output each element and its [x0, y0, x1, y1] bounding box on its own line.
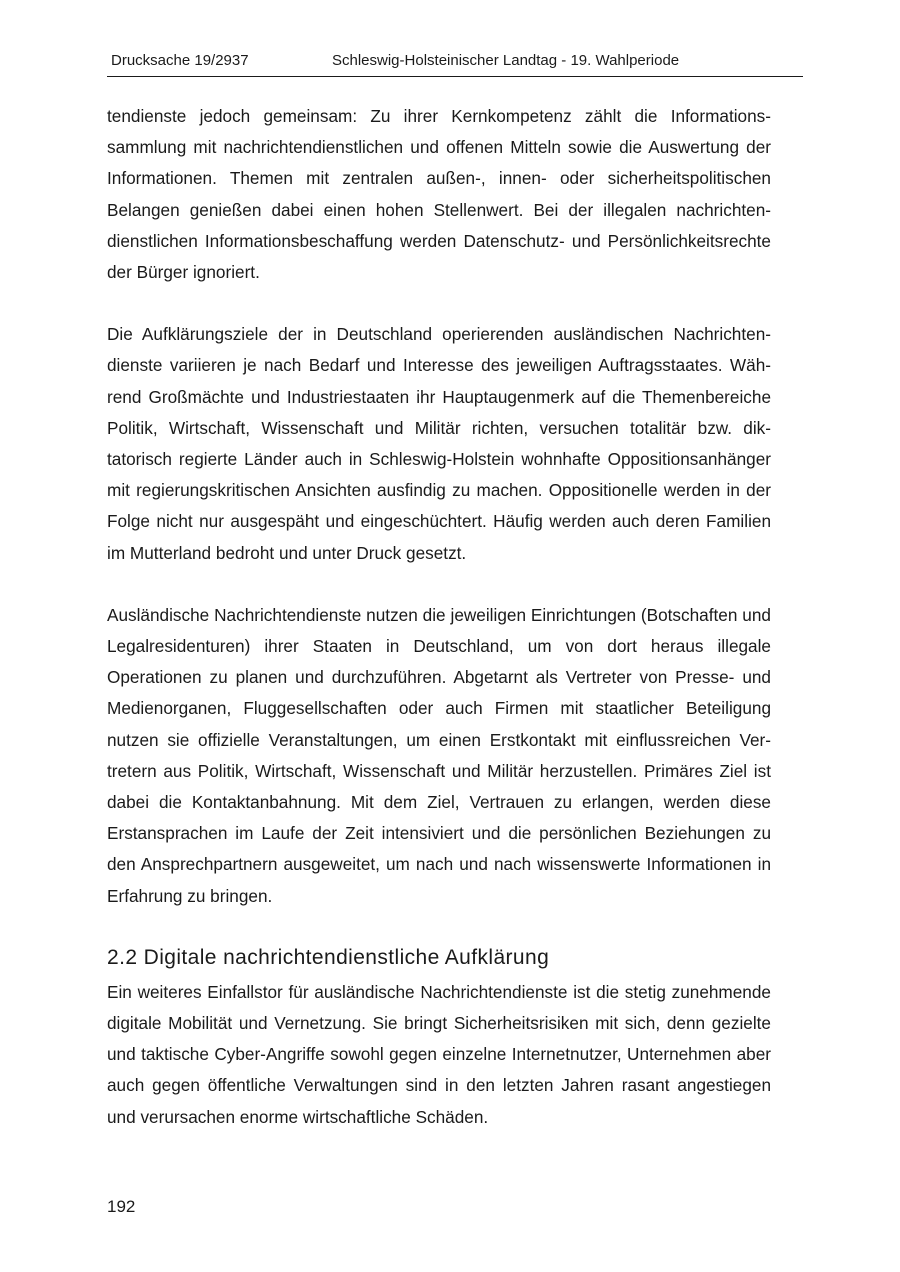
paragraph-1: tendienste jedoch gemeinsam: Zu ihrer Kernkompetenz zählt die Informationssammlung mit nachrichtendienstlichen und offenen Mitteln sowie die Auswertung der Informationen. Themen mit zentralen außen-, innen- oder sicherheitspolitischen Belangen genießen dabei einen hohen Stellenwert. Bei der illegalen nachrichtendienstlichen Informationsbeschaffung werden Datenschutz- und Persönlichkeitsrechte der Bürger ignoriert. — [107, 106, 771, 283]
page-body — [107, 101, 771, 1164]
section-paragraph: Ein weiteres Einfallstor für ausländische Nachrichtendienste ist die stetig zunehmende digitale Mobilität und Vernetzung. Sie bringt Sicherheitsrisiken mit sich, denn gezielte und taktische Cyber-Angriffe sowohl gegen einzelne Internetnutzer, Unternehmen aber auch gegen öffentliche Verwaltungen sind in den letzten Jahren rasant angestiegen und verursachen enorme wirtschaftliche Schäden. — [107, 981, 771, 1127]
parliament-title: Schleswig-Holsteinischer Landtag - 19. Wahlperiode — [332, 52, 680, 69]
section-heading: 2.2 Digitale nachrichtendienstliche Aufklärung — [107, 945, 550, 969]
paragraph-2: Die Aufklärungsziele der in Deutschland operierenden ausländischen Nachrichtendienste variieren je nach Bedarf und Interesse des jeweiligen Auftragsstaates. Während Großmächte und Industriestaaten ihr Hauptaugenmerk auf die Themenbereiche Politik, Wirtschaft, Wissenschaft und Militär richten, versuchen totalitär bzw. diktatorisch regierte Länder auch in Schleswig-Holstein wohnhafte Oppositionsanhänger mit regierungskritischen Ansichten ausfindig zu machen. Oppositionelle werden in der Folge nicht nur ausgespäht und eingeschüchtert. Häufig werden auch deren Familien im Mutterland bedroht und unter Druck gesetzt. — [107, 324, 771, 563]
page-header — [107, 52, 803, 77]
page-number: 192 — [107, 1197, 136, 1216]
paragraph-3: Ausländische Nachrichtendienste nutzen die jeweiligen Einrichtungen (Botschaften und Legalresidenturen) ihrer Staaten in Deutschland, um von dort heraus illegale Operationen zu planen und durchzuführen. Abgetarnt als Vertreter von Presse- und Medienorganen, Fluggesellschaften oder auch Firmen mit staatlicher Beteiligung nutzen sie offizielle Veranstaltungen, um einen Erstkontakt mit einflussreichen Vertretern aus Politik, Wirtschaft, Wissenschaft und Militär herzustellen. Primäres Ziel ist dabei die Kontaktanbahnung. Mit dem Ziel, Vertrauen zu erlangen, werden diese Erstansprachen im Laufe der Zeit intensiviert und die persönlichen Beziehungen zu den Ansprechpartnern ausgeweitet, um nach und nach wissenswerte Informationen in Erfahrung zu bringen. — [107, 604, 771, 906]
document-number: Drucksache 19/2937 — [111, 52, 249, 69]
